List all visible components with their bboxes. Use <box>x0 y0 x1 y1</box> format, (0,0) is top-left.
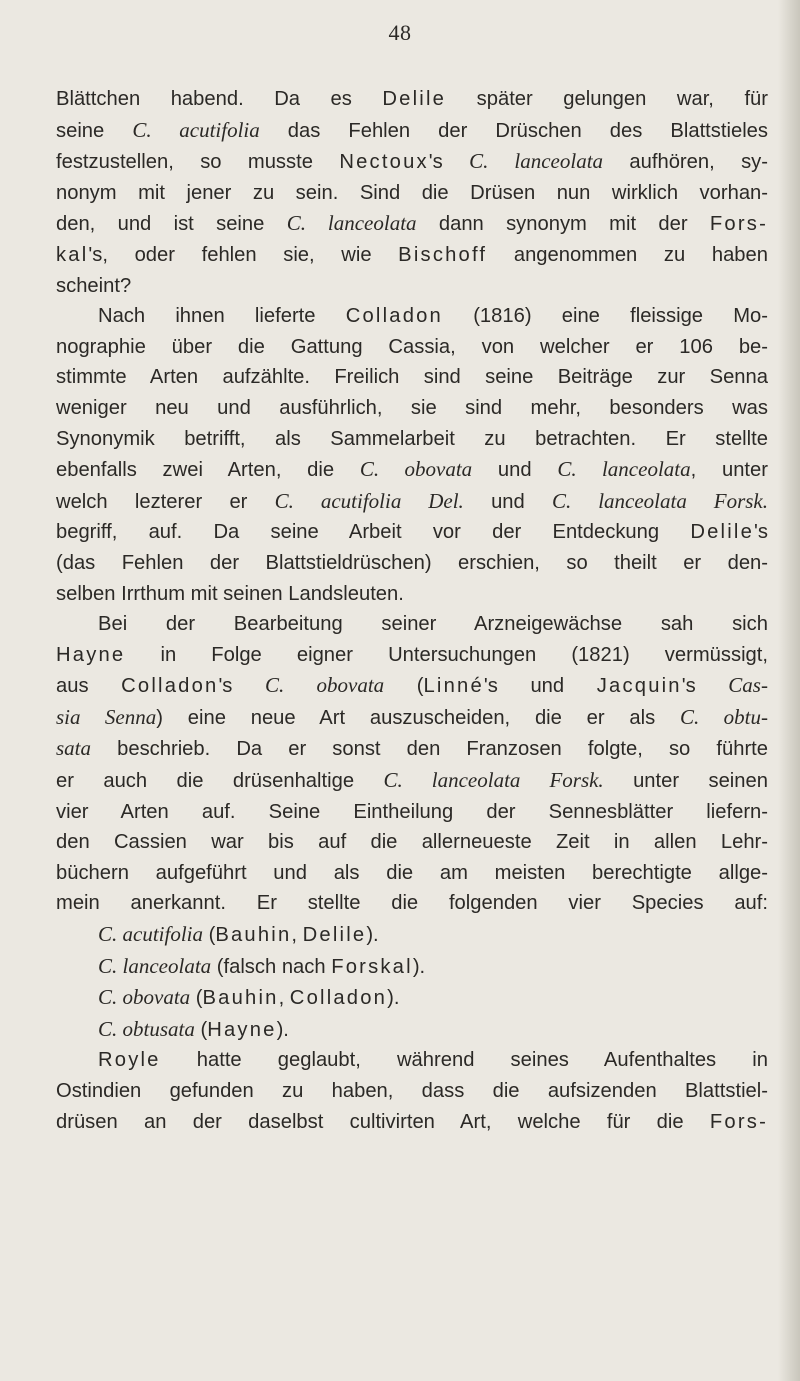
body-text <box>56 84 768 1137</box>
text-line: Blättchen habend. Da es Delile später gelungen war, für <box>56 88 768 110</box>
text-line: Synonymik betrifft, als Sammelarbeit zu betrachten. Er stellte <box>56 427 768 450</box>
text-line: Royle hatte geglaubt, während seines Aufenthaltes in <box>98 1049 768 1072</box>
text-line: selben Irrthum mit seinen Landsleuten. <box>56 582 404 605</box>
text-line: welch lezterer er C. acutifolia Del. und C. lanceolata Forsk. <box>56 488 768 513</box>
text-line: drüsen an der daselbst cultivirten Art, welche für die Fors- <box>56 1110 768 1133</box>
text-line: seine C. acutifolia das Fehlen der Drüschen des Blattstieles <box>56 117 769 142</box>
text-line: sata beschrieb. Da er sonst den Franzosen folgte, so führte <box>56 736 768 761</box>
text-line: begriff, auf. Da seine Arbeit vor der Entdeckung Delile's <box>56 521 768 544</box>
text-line: Nach ihnen lieferte Colladon (1816) eine fleissige Mo- <box>98 305 768 328</box>
text-line: Ostindien gefunden zu haben, dass die aufsizenden Blattstiel- <box>56 1080 768 1102</box>
text-line: ebenfalls zwei Arten, die C. obovata und C. lanceolata, unter <box>56 457 768 482</box>
text-line: büchern aufgeführt und als die am meisten berechtigte allge- <box>56 861 768 884</box>
text-line: Bei der Bearbeitung seiner Arzneigewächse sah sich <box>98 613 768 636</box>
text-line: scheint? <box>56 274 132 297</box>
text-line: den, und ist seine C. lanceolata dann synonym mit der Fors- <box>56 211 768 236</box>
text-line: C. obtusata (Hayne). <box>98 1016 289 1041</box>
text-line: C. lanceolata (falsch nach Forskal). <box>98 953 426 978</box>
text-line: C. acutifolia (Bauhin, Delile). <box>98 922 379 947</box>
page-number: 48 <box>388 20 412 45</box>
text-line: C. obovata (Bauhin, Colladon). <box>98 985 400 1010</box>
text-line: kal's, oder fehlen sie, wie Bischoff angenommen zu haben <box>56 243 768 266</box>
text-line: er auch die drüsenhaltige C. lanceolata Forsk. unter seinen <box>56 768 768 793</box>
text-line: mein anerkannt. Er stellte die folgenden vier Species auf: <box>56 892 768 915</box>
text-line: vier Arten auf. Seine Eintheilung der Sennesblätter liefern- <box>56 800 768 823</box>
text-line: festzustellen, so musste Nectoux's C. lanceolata aufhören, sy- <box>56 149 769 174</box>
text-line: Hayne in Folge eigner Untersuchungen (1821) vermüssigt, <box>56 643 768 666</box>
text-line: weniger neu und ausführlich, sie sind mehr, besonders was <box>56 396 768 419</box>
text-line: den Cassien war bis auf die allerneueste Zeit in allen Lehr- <box>56 831 768 854</box>
text-line: (das Fehlen der Blattstieldrüschen) erschien, so theilt er den- <box>56 551 768 574</box>
text-line: nonym mit jener zu sein. Sind die Drüsen nun wirklich vorhan- <box>56 181 768 204</box>
page-edge-shadow <box>778 0 800 1381</box>
text-line: nographie über die Gattung Cassia, von welcher er 106 be- <box>56 335 768 358</box>
text-line: aus Colladon's C. obovata (Linné's und Jacquin's Cas- <box>56 673 768 698</box>
text-line: stimmte Arten aufzählte. Freilich sind seine Beiträge zur Senna <box>56 366 768 389</box>
text-line: sia Senna) eine neue Art auszuscheiden, die er als C. obtu- <box>56 704 769 729</box>
